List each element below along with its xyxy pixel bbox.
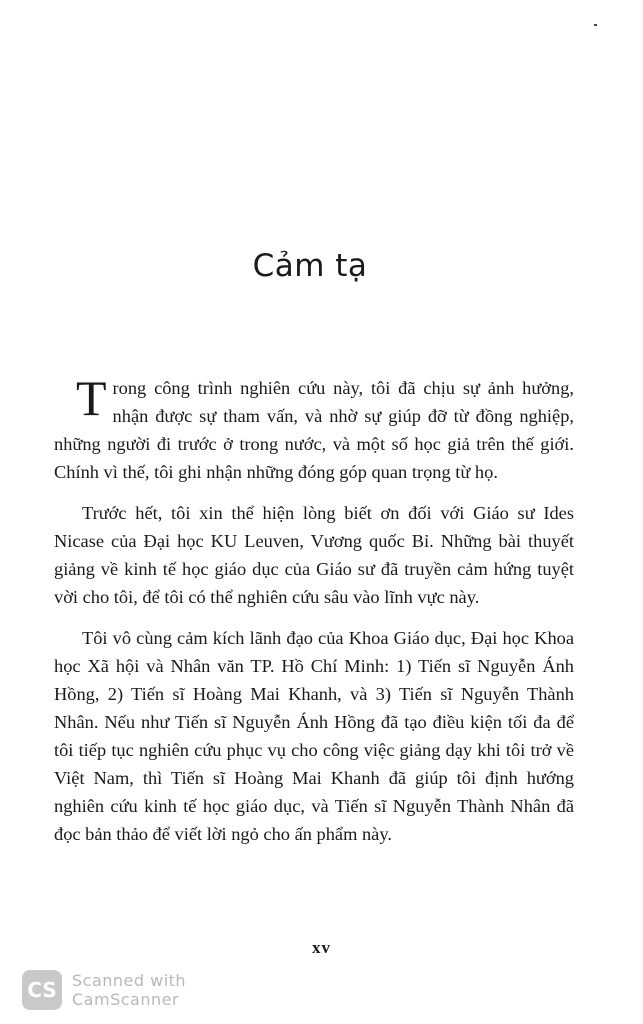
camscanner-watermark — [22, 968, 186, 1012]
camscanner-logo-icon: CS — [22, 970, 62, 1010]
body-text — [54, 370, 574, 861]
paragraph-3: Tôi vô cùng cảm kích lãnh đạo của Khoa Giáo dục, Đại học Khoa học Xã hội và Nhân văn TP. Hồ Chí Minh: 1) Tiến sĩ Nguyễn Ánh Hồng, 2) Tiến sĩ Hoàng Mai Khanh, và 3) Tiến sĩ Nguyễn Thành Nhân. Nếu như Tiến sĩ Nguyễn Ánh Hồng đã tạo điều kiện tối đa để tôi tiếp tục nghiên cứu phục vụ cho công việc giảng dạy khi tôi trở về Việt Nam, thì Tiến sĩ Hoàng Mai Khanh đã giúp tôi định hướng nghiên cứu kinh tế học giáo dục, và Tiến sĩ Nguyễn Thành Nhân đã đọc bản thảo để viết lời ngỏ cho ấn phẩm này. — [54, 628, 574, 844]
watermark-line-1: Scanned with — [72, 971, 187, 990]
paragraph-1 — [54, 370, 574, 486]
drop-cap: T — [76, 370, 107, 426]
page-number: xv — [312, 938, 331, 957]
page-title: Cảm tạ — [252, 248, 368, 284]
watermark-text — [72, 971, 186, 1009]
watermark-line-2: CamScanner — [72, 990, 180, 1009]
scan-speck — [594, 24, 597, 26]
paragraph-1-text: rong công trình nghiên cứu này, tôi đã chịu sự ảnh hưởng, nhận được sự tham vấn, và nhờ sự giúp đỡ từ đồng nghiệp, những người đi trước ở trong nước, và một số học giả trên thế giới. Chính vì thế, tôi ghi nhận những đóng góp quan trọng từ họ. — [54, 378, 574, 482]
paragraph-2: Trước hết, tôi xin thể hiện lòng biết ơn đối với Giáo sư Ides Nicase của Đại học KU Leuven, Vương quốc Bỉ. Những bài thuyết giảng về kinh tế học giáo dục của Giáo sư đã truyền cảm hứng tuyệt vời cho tôi, để tôi có thể nghiên cứu sâu vào lĩnh vực này. — [54, 503, 574, 607]
